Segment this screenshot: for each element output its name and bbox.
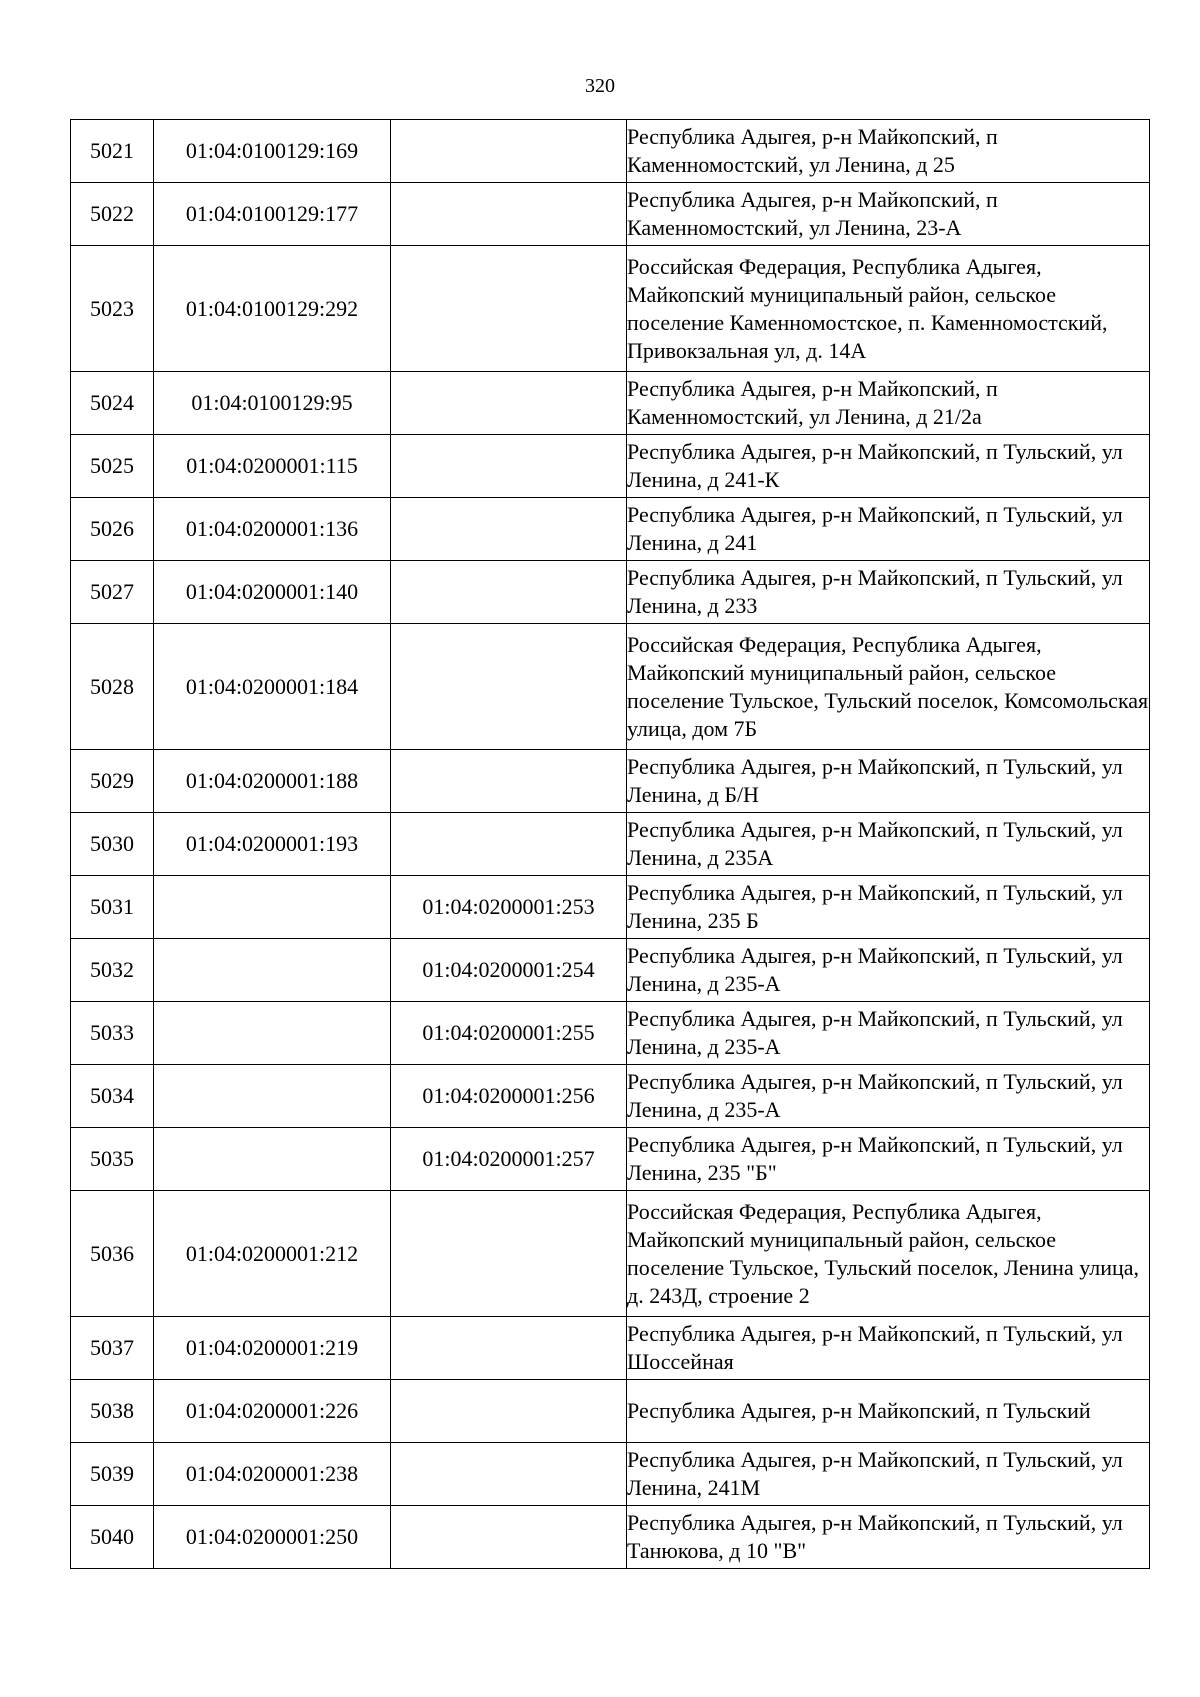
row-number-cell: 5023 [71, 246, 154, 372]
table-row [71, 183, 1150, 246]
registry-table-body [71, 120, 1150, 1569]
cadastral-number-cell: 01:04:0100129:169 [154, 120, 391, 183]
second-cadastral-number-cell [391, 435, 627, 498]
table-row [71, 435, 1150, 498]
table-row [71, 1002, 1150, 1065]
row-number-cell: 5039 [71, 1443, 154, 1506]
cadastral-number-cell: 01:04:0200001:188 [154, 750, 391, 813]
address-cell: Республика Адыгея, р-н Майкопский, п Тульский, ул Ленина, д 233 [627, 561, 1150, 624]
table-row [71, 120, 1150, 183]
second-cadastral-number-cell: 01:04:0200001:254 [391, 939, 627, 1002]
cadastral-number-cell: 01:04:0200001:219 [154, 1317, 391, 1380]
cadastral-number-cell: 01:04:0200001:184 [154, 624, 391, 750]
cadastral-number-cell: 01:04:0200001:115 [154, 435, 391, 498]
address-cell: Российская Федерация, Республика Адыгея, Майкопский муниципальный район, сельское поселение Каменномостское, п. Каменномостский, Привокзальная ул, д. 14А [627, 246, 1150, 372]
second-cadastral-number-cell [391, 750, 627, 813]
address-cell: Республика Адыгея, р-н Майкопский, п Каменномостский, ул Ленина, 23-А [627, 183, 1150, 246]
table-row [71, 1443, 1150, 1506]
second-cadastral-number-cell [391, 498, 627, 561]
second-cadastral-number-cell [391, 1380, 627, 1443]
cadastral-number-cell [154, 876, 391, 939]
second-cadastral-number-cell: 01:04:0200001:257 [391, 1128, 627, 1191]
cadastral-number-cell: 01:04:0200001:136 [154, 498, 391, 561]
second-cadastral-number-cell [391, 1506, 627, 1569]
row-number-cell: 5029 [71, 750, 154, 813]
table-row [71, 1380, 1150, 1443]
row-number-cell: 5037 [71, 1317, 154, 1380]
page-number: 320 [585, 75, 615, 97]
row-number-cell: 5028 [71, 624, 154, 750]
second-cadastral-number-cell: 01:04:0200001:256 [391, 1065, 627, 1128]
table-row [71, 1128, 1150, 1191]
row-number-cell: 5024 [71, 372, 154, 435]
address-cell: Республика Адыгея, р-н Майкопский, п Тульский, ул Ленина, д 235-А [627, 1002, 1150, 1065]
address-cell: Республика Адыгея, р-н Майкопский, п Тульский, ул Ленина, д Б/Н [627, 750, 1150, 813]
row-number-cell: 5021 [71, 120, 154, 183]
row-number-cell: 5026 [71, 498, 154, 561]
table-row [71, 750, 1150, 813]
table-row [71, 624, 1150, 750]
cadastral-number-cell: 01:04:0100129:95 [154, 372, 391, 435]
row-number-cell: 5032 [71, 939, 154, 1002]
address-cell: Республика Адыгея, р-н Майкопский, п Каменномостский, ул Ленина, д 21/2а [627, 372, 1150, 435]
row-number-cell: 5036 [71, 1191, 154, 1317]
cadastral-number-cell [154, 1128, 391, 1191]
second-cadastral-number-cell [391, 120, 627, 183]
table-row [71, 498, 1150, 561]
second-cadastral-number-cell [391, 183, 627, 246]
address-cell: Российская Федерация, Республика Адыгея, Майкопский муниципальный район, сельское поселение Тульское, Тульский поселок, Ленина улица, д. 243Д, строение 2 [627, 1191, 1150, 1317]
second-cadastral-number-cell [391, 246, 627, 372]
cadastral-number-cell: 01:04:0200001:212 [154, 1191, 391, 1317]
table-row [71, 1317, 1150, 1380]
second-cadastral-number-cell [391, 1317, 627, 1380]
second-cadastral-number-cell [391, 561, 627, 624]
second-cadastral-number-cell: 01:04:0200001:253 [391, 876, 627, 939]
row-number-cell: 5031 [71, 876, 154, 939]
row-number-cell: 5030 [71, 813, 154, 876]
address-cell: Республика Адыгея, р-н Майкопский, п Тульский, ул Ленина, д 241-К [627, 435, 1150, 498]
second-cadastral-number-cell [391, 624, 627, 750]
cadastral-number-cell [154, 939, 391, 1002]
cadastral-number-cell: 01:04:0200001:226 [154, 1380, 391, 1443]
second-cadastral-number-cell: 01:04:0200001:255 [391, 1002, 627, 1065]
row-number-cell: 5040 [71, 1506, 154, 1569]
address-cell: Республика Адыгея, р-н Майкопский, п Тульский, ул Ленина, 235 "Б" [627, 1128, 1150, 1191]
cadastral-number-cell: 01:04:0200001:238 [154, 1443, 391, 1506]
address-cell: Республика Адыгея, р-н Майкопский, п Тульский, ул Ленина, д 235-А [627, 1065, 1150, 1128]
table-row [71, 372, 1150, 435]
address-cell: Республика Адыгея, р-н Майкопский, п Тульский, ул Ленина, д 235-А [627, 939, 1150, 1002]
cadastral-number-cell [154, 1065, 391, 1128]
row-number-cell: 5025 [71, 435, 154, 498]
table-row [71, 939, 1150, 1002]
row-number-cell: 5022 [71, 183, 154, 246]
address-cell: Республика Адыгея, р-н Майкопский, п Каменномостский, ул Ленина, д 25 [627, 120, 1150, 183]
row-number-cell: 5033 [71, 1002, 154, 1065]
row-number-cell: 5038 [71, 1380, 154, 1443]
row-number-cell: 5027 [71, 561, 154, 624]
second-cadastral-number-cell [391, 813, 627, 876]
cadastral-number-cell: 01:04:0200001:140 [154, 561, 391, 624]
cadastral-number-cell: 01:04:0100129:177 [154, 183, 391, 246]
address-cell: Республика Адыгея, р-н Майкопский, п Тульский, ул Шоссейная [627, 1317, 1150, 1380]
address-cell: Республика Адыгея, р-н Майкопский, п Тульский, ул Танюкова, д 10 "В" [627, 1506, 1150, 1569]
second-cadastral-number-cell [391, 372, 627, 435]
cadastral-number-cell: 01:04:0100129:292 [154, 246, 391, 372]
row-number-cell: 5035 [71, 1128, 154, 1191]
second-cadastral-number-cell [391, 1191, 627, 1317]
cadastral-number-cell [154, 1002, 391, 1065]
address-cell: Республика Адыгея, р-н Майкопский, п Тульский, ул Ленина, 235 Б [627, 876, 1150, 939]
cadastral-number-cell: 01:04:0200001:193 [154, 813, 391, 876]
address-cell: Республика Адыгея, р-н Майкопский, п Тульский, ул Ленина, д 235А [627, 813, 1150, 876]
table-row [71, 1191, 1150, 1317]
table-row [71, 1065, 1150, 1128]
address-cell: Республика Адыгея, р-н Майкопский, п Тульский [627, 1380, 1150, 1443]
registry-table [70, 119, 1150, 1569]
address-cell: Республика Адыгея, р-н Майкопский, п Тульский, ул Ленина, д 241 [627, 498, 1150, 561]
second-cadastral-number-cell [391, 1443, 627, 1506]
table-row [71, 876, 1150, 939]
cadastral-number-cell: 01:04:0200001:250 [154, 1506, 391, 1569]
table-row [71, 813, 1150, 876]
table-row [71, 561, 1150, 624]
table-row [71, 246, 1150, 372]
address-cell: Российская Федерация, Республика Адыгея, Майкопский муниципальный район, сельское поселение Тульское, Тульский поселок, Комсомольская улица, дом 7Б [627, 624, 1150, 750]
address-cell: Республика Адыгея, р-н Майкопский, п Тульский, ул Ленина, 241М [627, 1443, 1150, 1506]
table-row [71, 1506, 1150, 1569]
row-number-cell: 5034 [71, 1065, 154, 1128]
